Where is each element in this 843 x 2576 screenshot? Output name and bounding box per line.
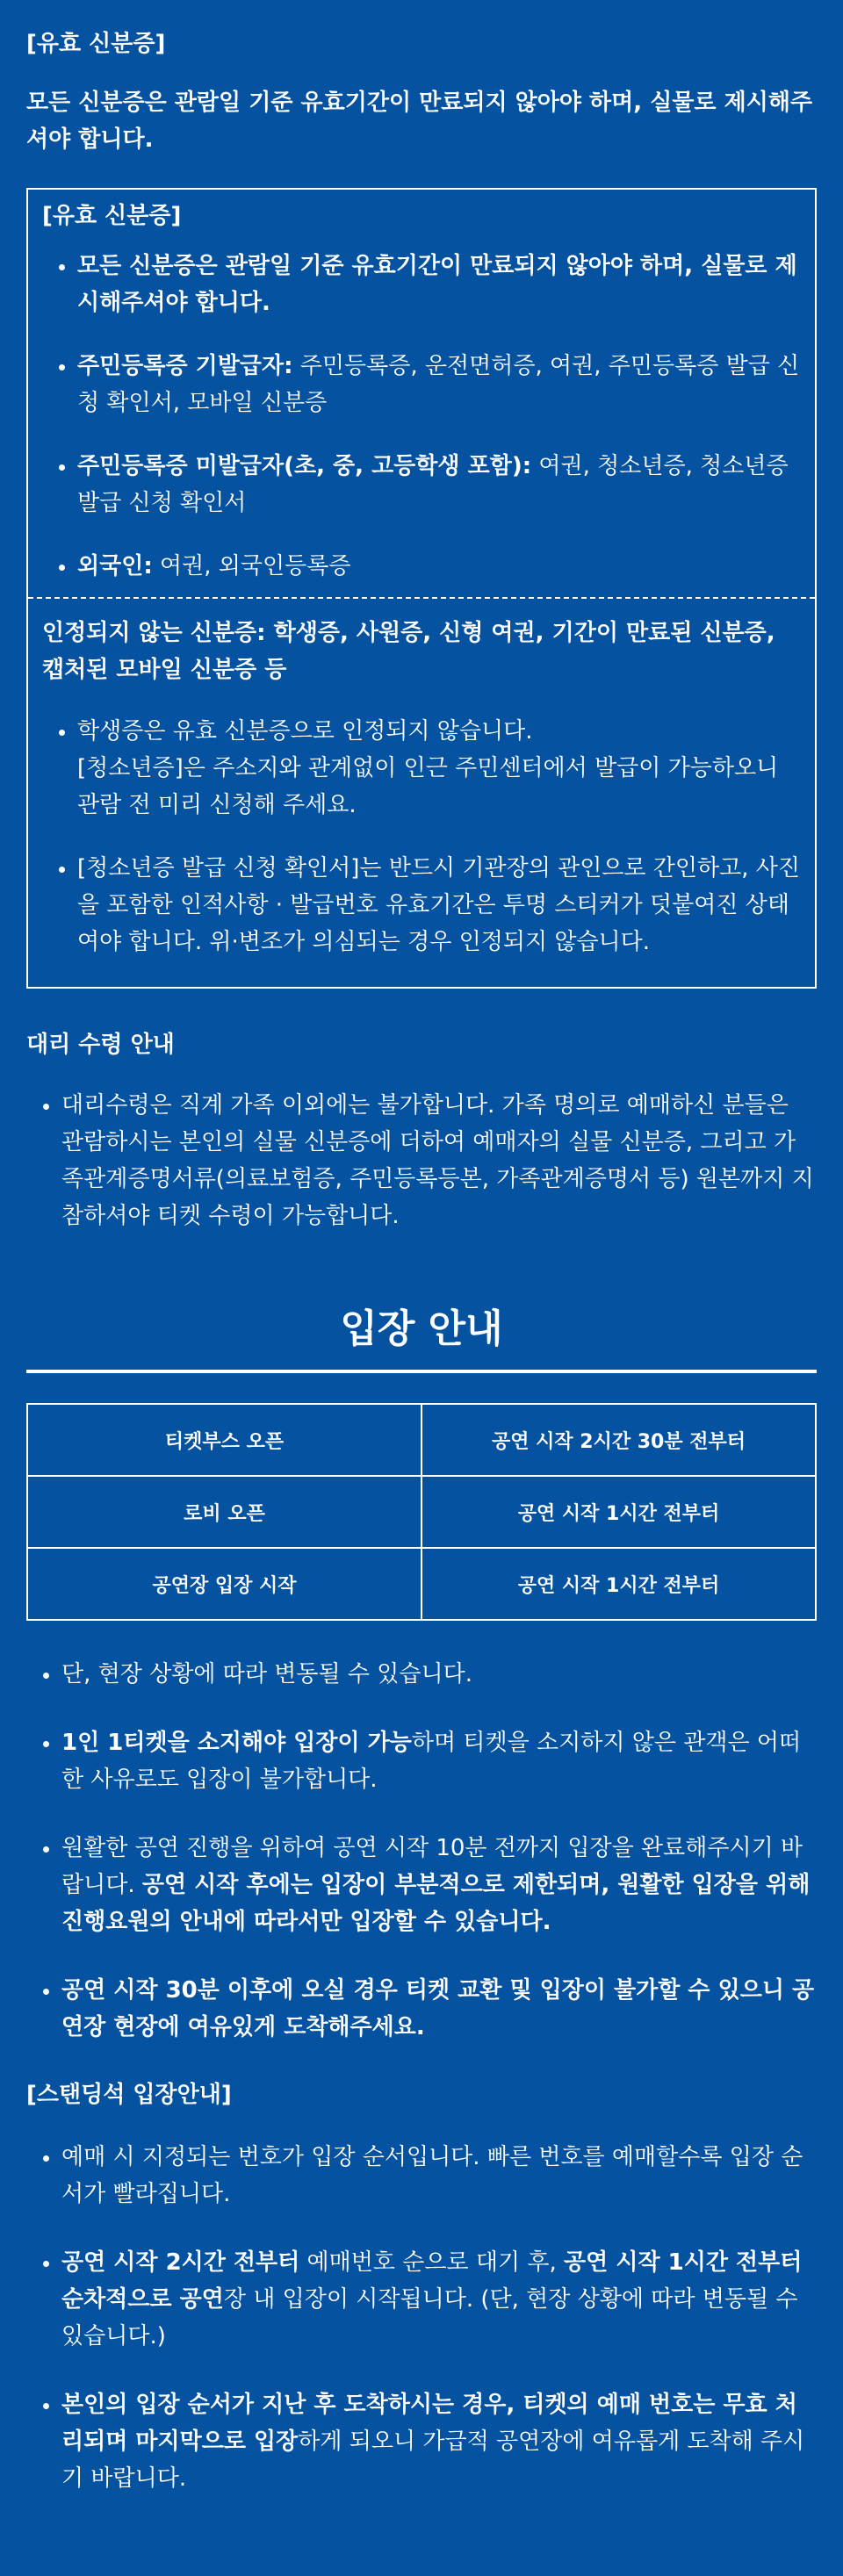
item-text: 원활한 공연 진행을 위하여 공연 시작 10분 전까지 입장을 완료해주시기 바랍니다. — [61, 1835, 803, 1898]
item-bold: 공연 시작 2시간 전부터 — [61, 2249, 300, 2276]
table-cell: 공연 시작 1시간 전부터 — [422, 1476, 816, 1548]
list-item — [61, 2244, 817, 2355]
list-item — [77, 248, 801, 321]
valid-id-box — [26, 188, 817, 989]
item-bold: 공연 시작 30분 이후에 오실 경우 티켓 교환 및 입장이 불가할 수 있으니 공연장 현장에 여유있게 도착해주세요. — [61, 1977, 815, 2040]
list-item — [77, 348, 801, 421]
valid-id-lead: 모든 신분증은 관람일 기준 유효기간이 만료되지 않아야 하며, 실물로 제시해주셔야 합니다. — [26, 90, 813, 153]
item-text: 대리수령은 직계 가족 이외에는 불가합니다. 가족 명의로 예매하신 분들은 관람하시는 본인의 실물 신분증에 더하여 예매자의 실물 신분증, 그리고 가족관계증명서류(의료보험증, 주민등록등본, 가족관계증명서 등) 원본까지 지참하셔야 티켓 수령이 가능합니다. — [61, 1092, 814, 1229]
entry-notes — [26, 1656, 817, 2046]
item-bold: 1인 1티켓을 소지해야 입장이 가능 — [61, 1730, 412, 1756]
list-item — [61, 1830, 817, 1940]
item-text: [청소년증]은 주소지와 관계없이 인근 주민센터에서 발급이 가능하오니 관람 전 미리 신청해 주세요. — [77, 755, 779, 818]
proxy-heading: 대리 수령 안내 — [26, 1032, 175, 1058]
list-item — [61, 1087, 817, 1234]
title-rule — [26, 1370, 817, 1373]
dashed-divider — [28, 597, 815, 599]
table-cell: 공연 시작 2시간 30분 전부터 — [422, 1404, 816, 1476]
standing-heading: [스탠딩석 입장안내] — [26, 2082, 232, 2108]
list-item — [61, 1972, 817, 2046]
list-item — [77, 448, 801, 522]
item-label: 주민등록증 기발급자: — [77, 353, 293, 379]
invalid-id-heading: 인정되지 않는 신분증: 학생증, 사원증, 신형 여권, 기간이 만료된 신분증, 캡처된 모바일 신분증 등 — [42, 620, 775, 683]
standing-list — [26, 2139, 817, 2497]
item-text: 여권, 외국인등록증 — [152, 553, 351, 579]
valid-id-list — [42, 248, 801, 585]
item-text: [청소년증 발급 신청 확인서]는 반드시 기관장의 관인으로 간인하고, 사진을 포함한 인적사항 · 발급번호 유효기간은 투명 스티커가 덧붙여진 상태여야 합니다. 위·변조가 의심되는 경우 인정되지 않습니다. — [77, 855, 801, 955]
item-text: 예매번호 순으로 대기 후, — [299, 2249, 565, 2276]
entry-title: 입장 안내 — [340, 1306, 503, 1351]
table-cell: 공연장 입장 시작 — [27, 1548, 422, 1620]
item-text: 주민등록증, 운전면허증, 여권, 주민등록증 발급 신청 확인서, 모바일 신분증 — [77, 353, 800, 416]
item-bold: 공연 시작 1시간 전부터 순차적으로 공연 — [61, 2249, 803, 2313]
item-bold: 공연 시작 후에는 입장이 부분적으로 제한되며, 원활한 입장을 위해 진행요원의 안내에 따라서만 입장할 수 있습니다. — [61, 1872, 811, 1935]
invalid-id-list — [42, 713, 801, 961]
item-label: 외국인: — [77, 553, 153, 579]
list-item — [61, 2139, 817, 2213]
box-heading: [유효 신분증] — [42, 203, 182, 229]
table-cell: 티켓부스 오픈 — [27, 1404, 422, 1476]
table-cell: 공연 시작 1시간 전부터 — [422, 1548, 816, 1620]
valid-id-heading: [유효 신분증] — [26, 31, 166, 57]
item-text: 하게 되오니 가급적 공연장에 여유롭게 도착해 주시기 바랍니다. — [61, 2428, 805, 2492]
list-item — [61, 1656, 817, 1693]
list-item — [77, 713, 801, 824]
table-row — [27, 1548, 816, 1620]
proxy-list — [26, 1087, 817, 1234]
item-label: 주민등록증 미발급자(초, 중, 고등학생 포함): — [77, 453, 532, 479]
list-item — [77, 850, 801, 961]
list-item — [61, 1724, 817, 1798]
table-row — [27, 1404, 816, 1476]
item-text: 예매 시 지정되는 번호가 입장 순서입니다. 빠른 번호를 예매할수록 입장 순서가 빨라집니다. — [61, 2144, 803, 2207]
item-text: 여권, 청소년증, 청소년증 발급 신청 확인서 — [77, 453, 789, 516]
list-item — [61, 2386, 817, 2497]
item-text: 학생증은 유효 신분증으로 인정되지 않습니다. — [77, 718, 533, 745]
item-text: 장 내 입장이 시작됩니다. (단, 현장 상황에 따라 변동될 수 있습니다.) — [61, 2286, 798, 2349]
item-text: 단, 현장 상황에 따라 변동될 수 있습니다. — [61, 1661, 472, 1687]
item-text: 하며 티켓을 소지하지 않은 관객은 어떠한 사유로도 입장이 불가합니다. — [61, 1730, 802, 1793]
table-row — [27, 1476, 816, 1548]
list-item — [77, 548, 801, 585]
entry-table — [26, 1403, 817, 1621]
table-cell: 로비 오픈 — [27, 1476, 422, 1548]
item-bold: 본인의 입장 순서가 지난 후 도착하시는 경우, 티켓의 예매 번호는 무효 처리되며 마지막으로 입장 — [61, 2392, 797, 2455]
item-text: 모든 신분증은 관람일 기준 유효기간이 만료되지 않아야 하며, 실물로 제시해주셔야 합니다. — [77, 253, 797, 316]
